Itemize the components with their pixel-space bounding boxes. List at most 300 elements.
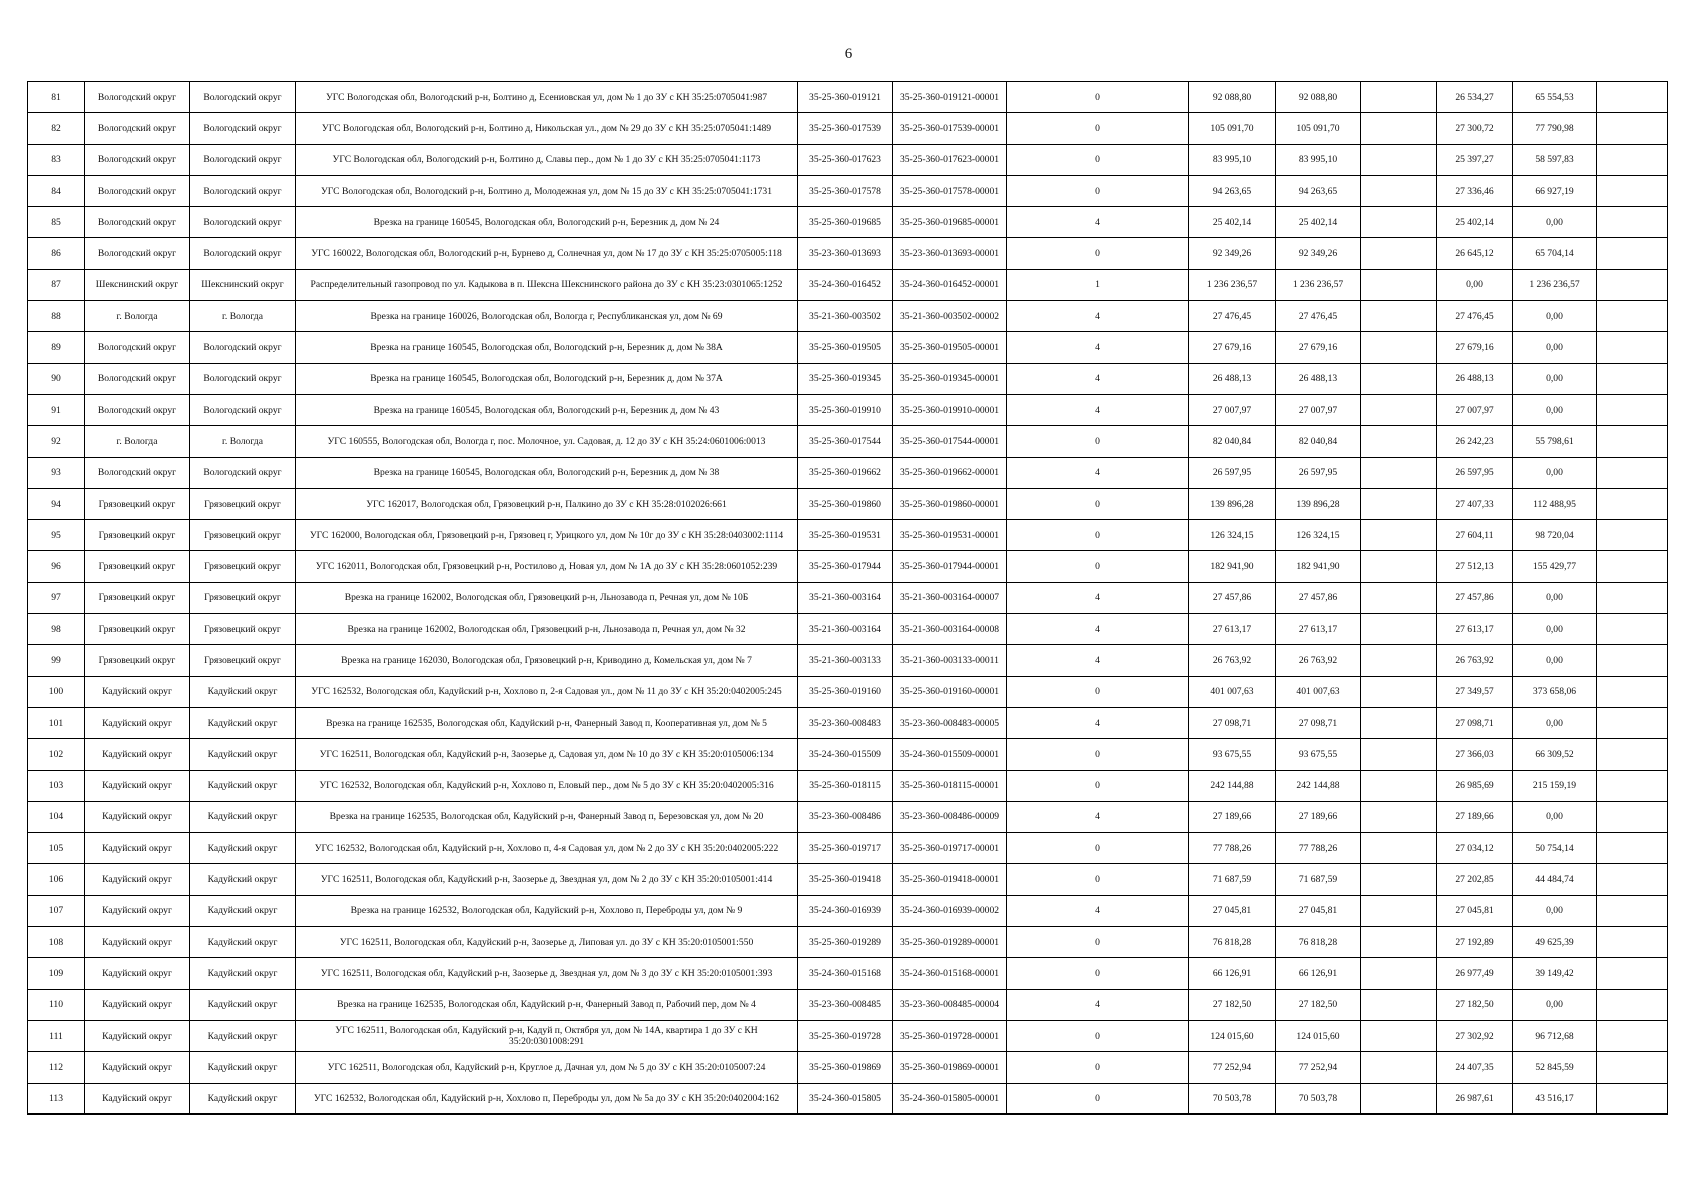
row-number-cell: 99 bbox=[28, 645, 85, 676]
amount-paid-cell: 27 613,17 bbox=[1437, 614, 1513, 645]
empty-cell bbox=[1361, 520, 1437, 551]
account-number-cell: 35-25-360-017539-00001 bbox=[893, 113, 1007, 144]
amount-paid-cell: 27 476,45 bbox=[1437, 301, 1513, 332]
amount-accrued-cell: 182 941,90 bbox=[1276, 551, 1361, 582]
amount-accrued-cell: 124 015,60 bbox=[1276, 1020, 1361, 1051]
account-number-cell: 35-25-360-019728-00001 bbox=[893, 1020, 1007, 1051]
amount-accrued-cell: 94 263,65 bbox=[1276, 175, 1361, 206]
amount-balance-cell: 215 159,19 bbox=[1513, 770, 1597, 801]
code-cell: 0 bbox=[1007, 488, 1189, 519]
row-number-cell: 83 bbox=[28, 144, 85, 175]
amount-balance-cell: 0,00 bbox=[1513, 207, 1597, 238]
amount-paid-cell: 27 366,03 bbox=[1437, 739, 1513, 770]
code-cell: 0 bbox=[1007, 833, 1189, 864]
note-cell bbox=[1597, 82, 1668, 113]
account-number-cell: 35-23-360-008485-00004 bbox=[893, 989, 1007, 1020]
account-number-cell: 35-23-360-013693-00001 bbox=[893, 238, 1007, 269]
account-number-cell: 35-25-360-017944-00001 bbox=[893, 551, 1007, 582]
code-cell: 0 bbox=[1007, 551, 1189, 582]
table-row bbox=[28, 1052, 1668, 1083]
code-cell: 0 bbox=[1007, 82, 1189, 113]
code-cell: 0 bbox=[1007, 113, 1189, 144]
municipality-cell: Вологодский округ bbox=[190, 144, 296, 175]
amount-accrued-cell: 242 144,88 bbox=[1276, 770, 1361, 801]
amount-accrued-cell: 27 679,16 bbox=[1276, 332, 1361, 363]
empty-cell bbox=[1361, 488, 1437, 519]
district-cell: Кадуйский округ bbox=[85, 989, 190, 1020]
empty-cell bbox=[1361, 989, 1437, 1020]
note-cell bbox=[1597, 207, 1668, 238]
code-cell: 0 bbox=[1007, 770, 1189, 801]
amount-total-cell: 26 488,13 bbox=[1189, 363, 1276, 394]
amount-balance-cell: 112 488,95 bbox=[1513, 488, 1597, 519]
table-row bbox=[28, 488, 1668, 519]
amount-total-cell: 93 675,55 bbox=[1189, 739, 1276, 770]
amount-paid-cell: 24 407,35 bbox=[1437, 1052, 1513, 1083]
table-row bbox=[28, 1083, 1668, 1114]
note-cell bbox=[1597, 801, 1668, 832]
contract-number-cell: 35-25-360-017623 bbox=[798, 144, 893, 175]
amount-accrued-cell: 27 182,50 bbox=[1276, 989, 1361, 1020]
table-row bbox=[28, 864, 1668, 895]
contract-number-cell: 35-25-360-018115 bbox=[798, 770, 893, 801]
district-cell: Грязовецкий округ bbox=[85, 645, 190, 676]
amount-balance-cell: 43 516,17 bbox=[1513, 1083, 1597, 1114]
amount-balance-cell: 0,00 bbox=[1513, 301, 1597, 332]
amount-accrued-cell: 26 597,95 bbox=[1276, 457, 1361, 488]
account-number-cell: 35-25-360-019869-00001 bbox=[893, 1052, 1007, 1083]
municipality-cell: Кадуйский округ bbox=[190, 707, 296, 738]
row-number-cell: 97 bbox=[28, 582, 85, 613]
amount-paid-cell: 26 763,92 bbox=[1437, 645, 1513, 676]
municipality-cell: Грязовецкий округ bbox=[190, 551, 296, 582]
contract-number-cell: 35-25-360-017578 bbox=[798, 175, 893, 206]
contract-number-cell: 35-25-360-017944 bbox=[798, 551, 893, 582]
note-cell bbox=[1597, 269, 1668, 300]
row-number-cell: 98 bbox=[28, 614, 85, 645]
district-cell: Грязовецкий округ bbox=[85, 582, 190, 613]
code-cell: 4 bbox=[1007, 645, 1189, 676]
row-number-cell: 96 bbox=[28, 551, 85, 582]
table-row bbox=[28, 207, 1668, 238]
note-cell bbox=[1597, 175, 1668, 206]
amount-paid-cell: 27 300,72 bbox=[1437, 113, 1513, 144]
account-number-cell: 35-25-360-019418-00001 bbox=[893, 864, 1007, 895]
account-number-cell: 35-25-360-019289-00001 bbox=[893, 927, 1007, 958]
amount-accrued-cell: 76 818,28 bbox=[1276, 927, 1361, 958]
district-cell: Грязовецкий округ bbox=[85, 488, 190, 519]
contract-number-cell: 35-23-360-008483 bbox=[798, 707, 893, 738]
amount-paid-cell: 27 512,13 bbox=[1437, 551, 1513, 582]
object-description-cell: УГС 162511, Вологодская обл, Кадуйский р-н, Заозерье д, Садовая ул, дом № 10 до ЗУ с КН 35:20:0105006:134 bbox=[296, 739, 798, 770]
amount-balance-cell: 1 236 236,57 bbox=[1513, 269, 1597, 300]
object-description-cell: УГС Вологодская обл, Вологодский р-н, Болтино д, Славы пер., дом № 1 до ЗУ с КН 35:25:0705041:1173 bbox=[296, 144, 798, 175]
amount-balance-cell: 0,00 bbox=[1513, 363, 1597, 394]
municipality-cell: Кадуйский округ bbox=[190, 958, 296, 989]
note-cell bbox=[1597, 551, 1668, 582]
empty-cell bbox=[1361, 238, 1437, 269]
code-cell: 0 bbox=[1007, 520, 1189, 551]
object-description-cell: Врезка на границе 160026, Вологодская обл, Вологда г, Республиканская ул, дом № 69 bbox=[296, 301, 798, 332]
object-description-cell: Врезка на границе 162002, Вологодская обл, Грязовецкий р-н, Льнозавода п, Речная ул, дом № 10Б bbox=[296, 582, 798, 613]
row-number-cell: 103 bbox=[28, 770, 85, 801]
account-number-cell: 35-25-360-019717-00001 bbox=[893, 833, 1007, 864]
table-row bbox=[28, 332, 1668, 363]
note-cell bbox=[1597, 332, 1668, 363]
amount-balance-cell: 52 845,59 bbox=[1513, 1052, 1597, 1083]
account-number-cell: 35-25-360-017578-00001 bbox=[893, 175, 1007, 206]
district-cell: Вологодский округ bbox=[85, 363, 190, 394]
amount-balance-cell: 0,00 bbox=[1513, 989, 1597, 1020]
account-number-cell: 35-24-360-015509-00001 bbox=[893, 739, 1007, 770]
contract-number-cell: 35-25-360-017544 bbox=[798, 426, 893, 457]
empty-cell bbox=[1361, 175, 1437, 206]
object-description-cell: Врезка на границе 162030, Вологодская обл, Грязовецкий р-н, Криводино д, Комельская ул, дом № 7 bbox=[296, 645, 798, 676]
code-cell: 0 bbox=[1007, 1052, 1189, 1083]
amount-accrued-cell: 126 324,15 bbox=[1276, 520, 1361, 551]
empty-cell bbox=[1361, 833, 1437, 864]
account-number-cell: 35-25-360-019531-00001 bbox=[893, 520, 1007, 551]
account-number-cell: 35-24-360-016452-00001 bbox=[893, 269, 1007, 300]
code-cell: 4 bbox=[1007, 394, 1189, 425]
table-row bbox=[28, 457, 1668, 488]
amount-accrued-cell: 82 040,84 bbox=[1276, 426, 1361, 457]
amount-paid-cell: 27 202,85 bbox=[1437, 864, 1513, 895]
table-row bbox=[28, 394, 1668, 425]
district-cell: Вологодский округ bbox=[85, 175, 190, 206]
account-number-cell: 35-21-360-003502-00002 bbox=[893, 301, 1007, 332]
object-description-cell: УГС Вологодская обл, Вологодский р-н, Болтино д, Молодежная ул, дом № 15 до ЗУ с КН 35:25:0705041:1731 bbox=[296, 175, 798, 206]
municipality-cell: Кадуйский округ bbox=[190, 989, 296, 1020]
amount-accrued-cell: 83 995,10 bbox=[1276, 144, 1361, 175]
note-cell bbox=[1597, 614, 1668, 645]
account-number-cell: 35-25-360-019505-00001 bbox=[893, 332, 1007, 363]
amount-paid-cell: 25 402,14 bbox=[1437, 207, 1513, 238]
contract-number-cell: 35-25-360-019728 bbox=[798, 1020, 893, 1051]
code-cell: 0 bbox=[1007, 426, 1189, 457]
object-description-cell: УГС 162511, Вологодская обл, Кадуйский р-н, Заозерье д, Звездная ул, дом № 3 до ЗУ с КН 35:20:0105001:393 bbox=[296, 958, 798, 989]
amount-balance-cell: 65 704,14 bbox=[1513, 238, 1597, 269]
table-row bbox=[28, 770, 1668, 801]
amount-accrued-cell: 92 349,26 bbox=[1276, 238, 1361, 269]
amount-total-cell: 77 252,94 bbox=[1189, 1052, 1276, 1083]
code-cell: 0 bbox=[1007, 739, 1189, 770]
district-cell: Кадуйский округ bbox=[85, 1052, 190, 1083]
amount-paid-cell: 27 336,46 bbox=[1437, 175, 1513, 206]
row-number-cell: 113 bbox=[28, 1083, 85, 1114]
contract-number-cell: 35-23-360-008485 bbox=[798, 989, 893, 1020]
account-number-cell: 35-25-360-017623-00001 bbox=[893, 144, 1007, 175]
row-number-cell: 91 bbox=[28, 394, 85, 425]
amount-accrued-cell: 27 476,45 bbox=[1276, 301, 1361, 332]
object-description-cell: Врезка на границе 162535, Вологодская обл, Кадуйский р-н, Фанерный Завод п, Рабочий пер, дом № 4 bbox=[296, 989, 798, 1020]
note-cell bbox=[1597, 238, 1668, 269]
municipality-cell: Кадуйский округ bbox=[190, 1083, 296, 1114]
row-number-cell: 109 bbox=[28, 958, 85, 989]
object-description-cell: Врезка на границе 160545, Вологодская обл, Вологодский р-н, Березник д, дом № 37А bbox=[296, 363, 798, 394]
row-number-cell: 81 bbox=[28, 82, 85, 113]
empty-cell bbox=[1361, 676, 1437, 707]
amount-total-cell: 94 263,65 bbox=[1189, 175, 1276, 206]
note-cell bbox=[1597, 989, 1668, 1020]
object-description-cell: УГС 162532, Вологодская обл, Кадуйский р-н, Хохлово п, 4-я Садовая ул, дом № 2 до ЗУ с КН 35:20:0402005:222 bbox=[296, 833, 798, 864]
municipality-cell: г. Вологда bbox=[190, 426, 296, 457]
account-number-cell: 35-25-360-019121-00001 bbox=[893, 82, 1007, 113]
row-number-cell: 100 bbox=[28, 676, 85, 707]
contract-number-cell: 35-25-360-019418 bbox=[798, 864, 893, 895]
row-number-cell: 92 bbox=[28, 426, 85, 457]
amount-balance-cell: 0,00 bbox=[1513, 801, 1597, 832]
row-number-cell: 108 bbox=[28, 927, 85, 958]
table-row bbox=[28, 1020, 1668, 1051]
note-cell bbox=[1597, 394, 1668, 425]
amount-accrued-cell: 27 007,97 bbox=[1276, 394, 1361, 425]
municipality-cell: Вологодский округ bbox=[190, 457, 296, 488]
code-cell: 1 bbox=[1007, 269, 1189, 300]
municipality-cell: Кадуйский округ bbox=[190, 927, 296, 958]
amount-balance-cell: 50 754,14 bbox=[1513, 833, 1597, 864]
amount-accrued-cell: 401 007,63 bbox=[1276, 676, 1361, 707]
account-number-cell: 35-25-360-019860-00001 bbox=[893, 488, 1007, 519]
district-cell: Кадуйский округ bbox=[85, 676, 190, 707]
contract-number-cell: 35-25-360-019860 bbox=[798, 488, 893, 519]
table-row bbox=[28, 707, 1668, 738]
empty-cell bbox=[1361, 770, 1437, 801]
code-cell: 4 bbox=[1007, 457, 1189, 488]
empty-cell bbox=[1361, 82, 1437, 113]
account-number-cell: 35-23-360-008483-00005 bbox=[893, 707, 1007, 738]
contract-number-cell: 35-21-360-003164 bbox=[798, 582, 893, 613]
note-cell bbox=[1597, 833, 1668, 864]
account-number-cell: 35-25-360-019345-00001 bbox=[893, 363, 1007, 394]
empty-cell bbox=[1361, 301, 1437, 332]
amount-balance-cell: 66 309,52 bbox=[1513, 739, 1597, 770]
municipality-cell: Грязовецкий округ bbox=[190, 614, 296, 645]
amount-balance-cell: 49 625,39 bbox=[1513, 927, 1597, 958]
municipality-cell: Вологодский округ bbox=[190, 113, 296, 144]
table-row bbox=[28, 895, 1668, 926]
row-number-cell: 86 bbox=[28, 238, 85, 269]
table-row bbox=[28, 833, 1668, 864]
amount-paid-cell: 26 977,49 bbox=[1437, 958, 1513, 989]
district-cell: Кадуйский округ bbox=[85, 1083, 190, 1114]
district-cell: Вологодский округ bbox=[85, 457, 190, 488]
amount-accrued-cell: 77 788,26 bbox=[1276, 833, 1361, 864]
amount-total-cell: 1 236 236,57 bbox=[1189, 269, 1276, 300]
account-number-cell: 35-24-360-016939-00002 bbox=[893, 895, 1007, 926]
empty-cell bbox=[1361, 614, 1437, 645]
empty-cell bbox=[1361, 457, 1437, 488]
contract-number-cell: 35-23-360-008486 bbox=[798, 801, 893, 832]
amount-paid-cell: 27 189,66 bbox=[1437, 801, 1513, 832]
amount-accrued-cell: 92 088,80 bbox=[1276, 82, 1361, 113]
object-description-cell: УГС Вологодская обл, Вологодский р-н, Болтино д, Есениовская ул, дом № 1 до ЗУ с КН 35:25:0705041:987 bbox=[296, 82, 798, 113]
contract-number-cell: 35-23-360-013693 bbox=[798, 238, 893, 269]
amount-paid-cell: 26 985,69 bbox=[1437, 770, 1513, 801]
amount-total-cell: 82 040,84 bbox=[1189, 426, 1276, 457]
empty-cell bbox=[1361, 363, 1437, 394]
amount-balance-cell: 373 658,06 bbox=[1513, 676, 1597, 707]
contract-number-cell: 35-25-360-019910 bbox=[798, 394, 893, 425]
note-cell bbox=[1597, 1020, 1668, 1051]
note-cell bbox=[1597, 864, 1668, 895]
note-cell bbox=[1597, 113, 1668, 144]
amount-balance-cell: 44 484,74 bbox=[1513, 864, 1597, 895]
object-description-cell: УГС Вологодская обл, Вологодский р-н, Болтино д, Никольская ул., дом № 29 до ЗУ с КН 35:25:0705041:1489 bbox=[296, 113, 798, 144]
empty-cell bbox=[1361, 645, 1437, 676]
empty-cell bbox=[1361, 332, 1437, 363]
municipality-cell: Вологодский округ bbox=[190, 332, 296, 363]
empty-cell bbox=[1361, 113, 1437, 144]
municipality-cell: Грязовецкий округ bbox=[190, 520, 296, 551]
contract-number-cell: 35-25-360-019717 bbox=[798, 833, 893, 864]
municipality-cell: Вологодский округ bbox=[190, 394, 296, 425]
table-row bbox=[28, 238, 1668, 269]
code-cell: 4 bbox=[1007, 207, 1189, 238]
district-cell: г. Вологда bbox=[85, 426, 190, 457]
table-row bbox=[28, 269, 1668, 300]
district-cell: Вологодский округ bbox=[85, 144, 190, 175]
amount-total-cell: 27 613,17 bbox=[1189, 614, 1276, 645]
amount-accrued-cell: 26 488,13 bbox=[1276, 363, 1361, 394]
contract-number-cell: 35-25-360-019289 bbox=[798, 927, 893, 958]
code-cell: 0 bbox=[1007, 864, 1189, 895]
object-description-cell: УГС 162011, Вологодская обл, Грязовецкий р-н, Ростилово д, Новая ул, дом № 1А до ЗУ с КН 35:28:0601052:239 bbox=[296, 551, 798, 582]
note-cell bbox=[1597, 488, 1668, 519]
row-number-cell: 95 bbox=[28, 520, 85, 551]
district-cell: Кадуйский округ bbox=[85, 895, 190, 926]
amount-total-cell: 26 763,92 bbox=[1189, 645, 1276, 676]
code-cell: 0 bbox=[1007, 1083, 1189, 1114]
amount-paid-cell: 27 098,71 bbox=[1437, 707, 1513, 738]
code-cell: 0 bbox=[1007, 175, 1189, 206]
amount-total-cell: 401 007,63 bbox=[1189, 676, 1276, 707]
district-cell: Вологодский округ bbox=[85, 113, 190, 144]
amount-total-cell: 92 349,26 bbox=[1189, 238, 1276, 269]
object-description-cell: УГС 162532, Вологодская обл, Кадуйский р-н, Хохлово п, 2-я Садовая ул., дом № 11 до ЗУ с КН 35:20:0402005:245 bbox=[296, 676, 798, 707]
amount-paid-cell: 27 679,16 bbox=[1437, 332, 1513, 363]
object-description-cell: УГС 162511, Вологодская обл, Кадуйский р-н, Кадуй п, Октября ул, дом № 14А, квартира 1 до ЗУ с КН 35:20:0301008:291 bbox=[296, 1020, 798, 1051]
account-number-cell: 35-21-360-003164-00007 bbox=[893, 582, 1007, 613]
amount-accrued-cell: 71 687,59 bbox=[1276, 864, 1361, 895]
amount-total-cell: 124 015,60 bbox=[1189, 1020, 1276, 1051]
row-number-cell: 112 bbox=[28, 1052, 85, 1083]
amount-paid-cell: 27 604,11 bbox=[1437, 520, 1513, 551]
amount-total-cell: 27 457,86 bbox=[1189, 582, 1276, 613]
code-cell: 4 bbox=[1007, 707, 1189, 738]
district-cell: Вологодский округ bbox=[85, 82, 190, 113]
district-cell: г. Вологда bbox=[85, 301, 190, 332]
table-row bbox=[28, 927, 1668, 958]
amount-paid-cell: 25 397,27 bbox=[1437, 144, 1513, 175]
note-cell bbox=[1597, 301, 1668, 332]
table-row bbox=[28, 113, 1668, 144]
contract-number-cell: 35-21-360-003164 bbox=[798, 614, 893, 645]
municipality-cell: Кадуйский округ bbox=[190, 1052, 296, 1083]
row-number-cell: 107 bbox=[28, 895, 85, 926]
amount-balance-cell: 0,00 bbox=[1513, 707, 1597, 738]
note-cell bbox=[1597, 426, 1668, 457]
object-description-cell: Врезка на границе 160545, Вологодская обл, Вологодский р-н, Березник д, дом № 38А bbox=[296, 332, 798, 363]
contract-number-cell: 35-21-360-003133 bbox=[798, 645, 893, 676]
code-cell: 4 bbox=[1007, 801, 1189, 832]
account-number-cell: 35-24-360-015168-00001 bbox=[893, 958, 1007, 989]
amount-balance-cell: 96 712,68 bbox=[1513, 1020, 1597, 1051]
row-number-cell: 110 bbox=[28, 989, 85, 1020]
amount-paid-cell: 27 045,81 bbox=[1437, 895, 1513, 926]
account-number-cell: 35-25-360-019662-00001 bbox=[893, 457, 1007, 488]
district-cell: Грязовецкий округ bbox=[85, 520, 190, 551]
object-description-cell: УГС 160022, Вологодская обл, Вологодский р-н, Бурнево д, Солнечная ул, дом № 17 до ЗУ с КН 35:25:0705005:118 bbox=[296, 238, 798, 269]
municipality-cell: Грязовецкий округ bbox=[190, 488, 296, 519]
amount-accrued-cell: 1 236 236,57 bbox=[1276, 269, 1361, 300]
note-cell bbox=[1597, 457, 1668, 488]
empty-cell bbox=[1361, 739, 1437, 770]
amount-total-cell: 242 144,88 bbox=[1189, 770, 1276, 801]
contract-number-cell: 35-24-360-016452 bbox=[798, 269, 893, 300]
object-description-cell: УГС 162000, Вологодская обл, Грязовецкий р-н, Грязовец г, Урицкого ул, дом № 10г до ЗУ с КН 35:28:0403002:1114 bbox=[296, 520, 798, 551]
municipality-cell: Кадуйский округ bbox=[190, 770, 296, 801]
contract-number-cell: 35-24-360-015509 bbox=[798, 739, 893, 770]
contract-number-cell: 35-24-360-015168 bbox=[798, 958, 893, 989]
note-cell bbox=[1597, 958, 1668, 989]
object-description-cell: Врезка на границе 160545, Вологодская обл, Вологодский р-н, Березник д, дом № 43 bbox=[296, 394, 798, 425]
amount-total-cell: 66 126,91 bbox=[1189, 958, 1276, 989]
amount-total-cell: 25 402,14 bbox=[1189, 207, 1276, 238]
municipality-cell: Кадуйский округ bbox=[190, 1020, 296, 1051]
amount-total-cell: 139 896,28 bbox=[1189, 488, 1276, 519]
note-cell bbox=[1597, 645, 1668, 676]
object-description-cell: УГС 162511, Вологодская обл, Кадуйский р-н, Круглое д, Дачная ул, дом № 5 до ЗУ с КН 35:20:0105007:24 bbox=[296, 1052, 798, 1083]
account-number-cell: 35-21-360-003133-00011 bbox=[893, 645, 1007, 676]
account-number-cell: 35-23-360-008486-00009 bbox=[893, 801, 1007, 832]
amount-total-cell: 27 007,97 bbox=[1189, 394, 1276, 425]
row-number-cell: 82 bbox=[28, 113, 85, 144]
amount-accrued-cell: 139 896,28 bbox=[1276, 488, 1361, 519]
page-number: 6 bbox=[844, 46, 853, 62]
amount-balance-cell: 0,00 bbox=[1513, 614, 1597, 645]
amount-balance-cell: 0,00 bbox=[1513, 394, 1597, 425]
table-row bbox=[28, 363, 1668, 394]
amount-paid-cell: 26 534,27 bbox=[1437, 82, 1513, 113]
empty-cell bbox=[1361, 1052, 1437, 1083]
row-number-cell: 88 bbox=[28, 301, 85, 332]
amount-balance-cell: 155 429,77 bbox=[1513, 551, 1597, 582]
municipality-cell: г. Вологда bbox=[190, 301, 296, 332]
contract-number-cell: 35-25-360-019869 bbox=[798, 1052, 893, 1083]
row-number-cell: 102 bbox=[28, 739, 85, 770]
table-body bbox=[28, 82, 1668, 1115]
row-number-cell: 84 bbox=[28, 175, 85, 206]
municipality-cell: Кадуйский округ bbox=[190, 739, 296, 770]
table-row bbox=[28, 989, 1668, 1020]
object-description-cell: УГС 162532, Вологодская обл, Кадуйский р-н, Хохлово п, Еловый пер., дом № 5 до ЗУ с КН 35:20:0402005:316 bbox=[296, 770, 798, 801]
empty-cell bbox=[1361, 207, 1437, 238]
object-description-cell: УГС 162511, Вологодская обл, Кадуйский р-н, Заозерье д, Липовая ул. до ЗУ с КН 35:20:0105001:550 bbox=[296, 927, 798, 958]
account-number-cell: 35-25-360-019160-00001 bbox=[893, 676, 1007, 707]
empty-cell bbox=[1361, 394, 1437, 425]
empty-cell bbox=[1361, 864, 1437, 895]
note-cell bbox=[1597, 1052, 1668, 1083]
amount-paid-cell: 26 645,12 bbox=[1437, 238, 1513, 269]
object-description-cell: Распределительный газопровод по ул. Кадыкова в п. Шексна Шекснинского района до ЗУ с КН 35:23:0301065:1252 bbox=[296, 269, 798, 300]
table-row bbox=[28, 175, 1668, 206]
empty-cell bbox=[1361, 582, 1437, 613]
note-cell bbox=[1597, 927, 1668, 958]
row-number-cell: 89 bbox=[28, 332, 85, 363]
amount-accrued-cell: 93 675,55 bbox=[1276, 739, 1361, 770]
district-cell: Шекснинский округ bbox=[85, 269, 190, 300]
